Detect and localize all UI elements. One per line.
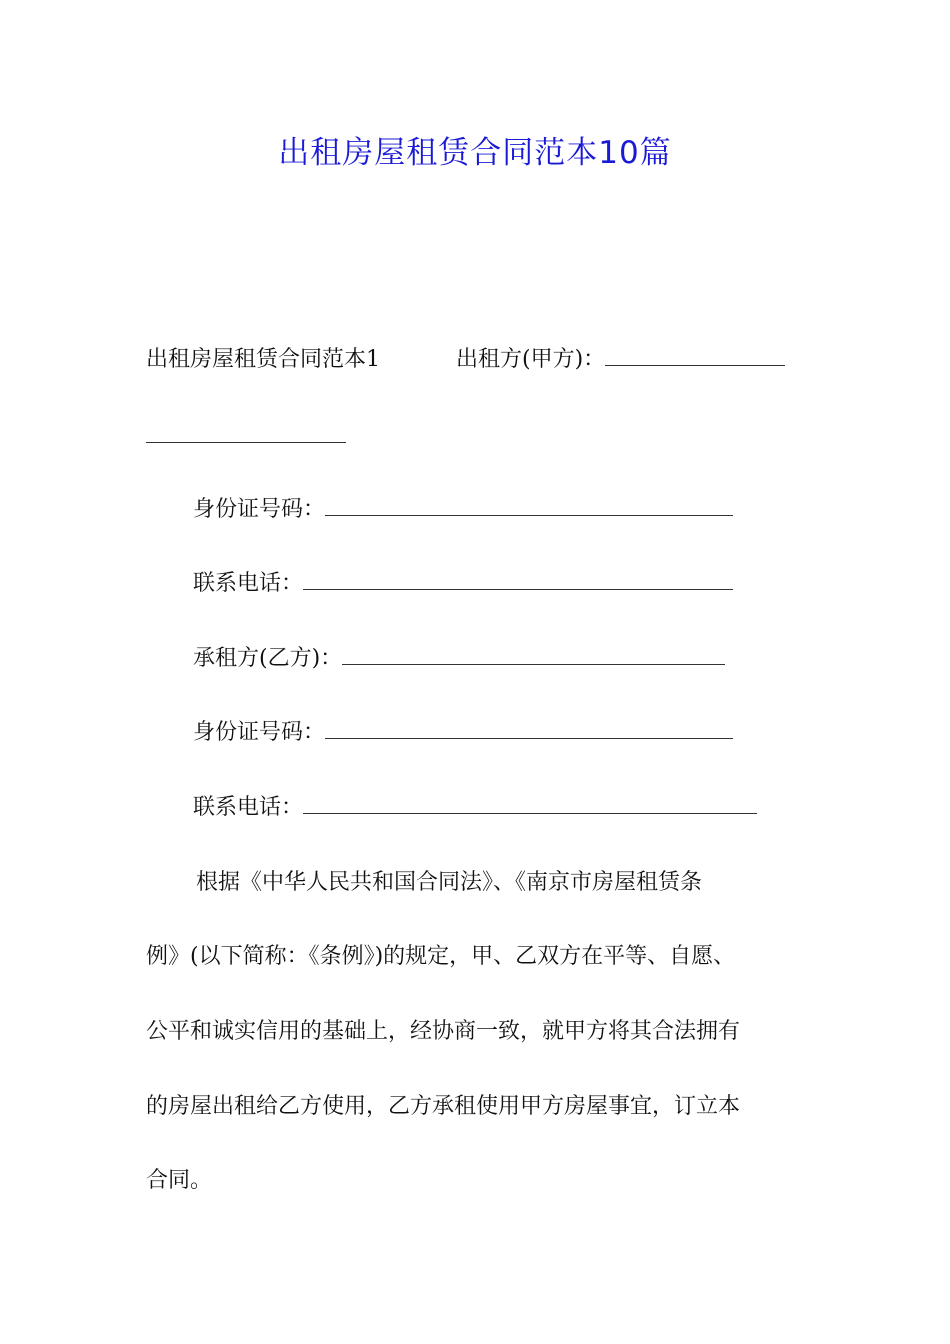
lessee-id-blank	[325, 716, 733, 739]
lessee-row	[193, 642, 725, 676]
lessor-row	[456, 343, 785, 377]
lessor-id-label: 身份证号码：	[193, 497, 326, 522]
lessor-continuation-blank	[146, 420, 346, 443]
lessor-blank	[605, 343, 785, 366]
lessor-phone-label: 联系电话：	[193, 571, 304, 596]
lessee-id-label: 身份证号码：	[193, 720, 326, 745]
lessee-phone-label: 联系电话：	[193, 795, 304, 820]
body-line: 的房屋出租给乙方使用，乙方承租使用甲方房屋事宜，订立本	[146, 1094, 741, 1119]
document-title: 出租房屋租赁合同范本10篇	[278, 135, 672, 171]
lessee-id-row	[193, 716, 733, 750]
lessor-label: 出租方(甲方)：	[456, 347, 606, 372]
lessee-label: 承租方(乙方)：	[193, 646, 343, 671]
section-heading-row	[146, 343, 380, 377]
body-line: 例》(以下简称：《条例》)的规定，甲、乙双方在平等、自愿、	[146, 944, 736, 969]
lessor-id-blank	[325, 493, 733, 516]
body-line: 公平和诚实信用的基础上，经协商一致，就甲方将其合法拥有	[146, 1019, 741, 1044]
section-heading: 出租房屋租赁合同范本1	[146, 347, 380, 372]
lessee-phone-row	[193, 791, 757, 825]
lessee-phone-blank	[303, 791, 757, 814]
lessor-phone-row	[193, 567, 733, 601]
lessor-id-row	[193, 493, 733, 527]
lessor-continuation-row	[146, 420, 346, 454]
lessor-phone-blank	[303, 567, 733, 590]
body-line: 根据《中华人民共和国合同法》、《南京市房屋租赁条	[196, 870, 703, 895]
body-line: 合同。	[146, 1168, 213, 1193]
lessee-blank	[342, 642, 725, 665]
